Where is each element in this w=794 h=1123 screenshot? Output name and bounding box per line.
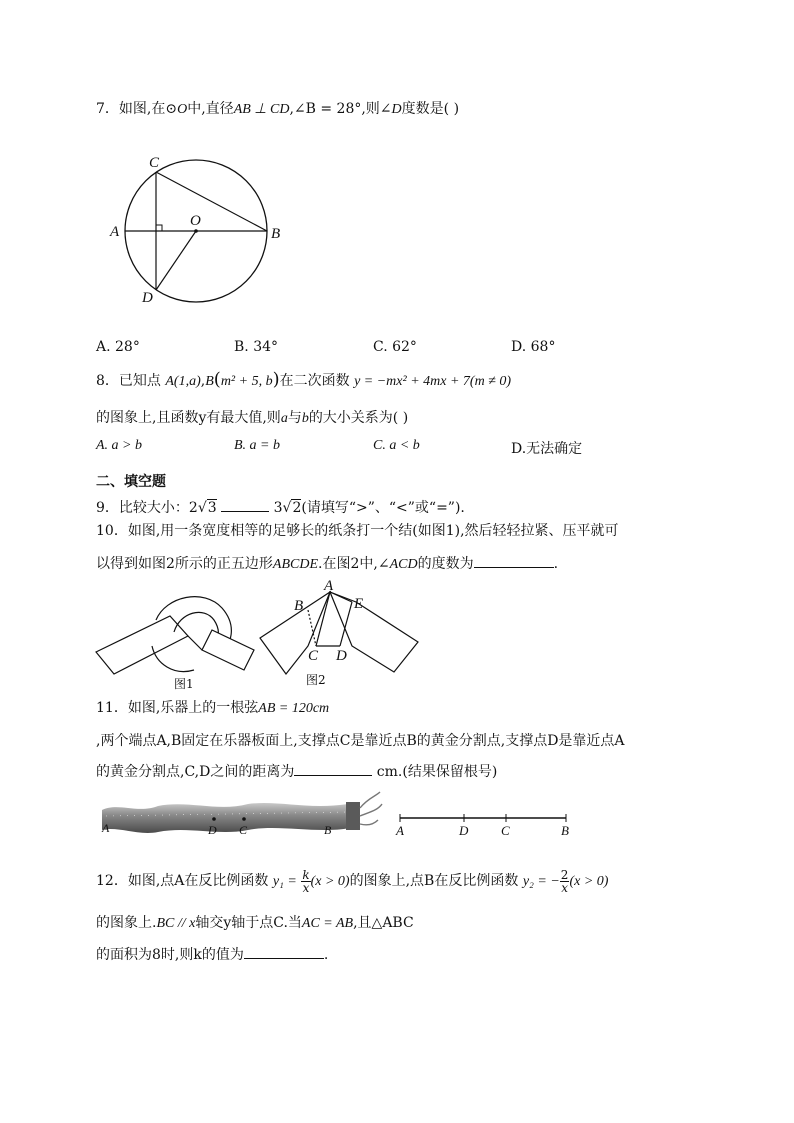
q7-circle-figure [100, 148, 300, 310]
q7-stem [96, 98, 459, 118]
q9-number: 9． [96, 500, 119, 516]
q12-stem-line1 [96, 862, 608, 900]
q10-number: 10． [96, 523, 128, 539]
q12-answer-blank[interactable] [244, 946, 324, 959]
q10-text: 的度数为 [417, 556, 474, 572]
q8-function: y = −mx² + 4mx + 7 [354, 374, 470, 389]
q12-stem-line2 [96, 912, 414, 932]
q7-center-o: O [177, 102, 188, 117]
q12-x: x [561, 880, 568, 895]
q11-instrument-image [98, 790, 384, 842]
q9-hint: (请填写“>”、“<”或“=”). [301, 500, 465, 516]
seg-label-c: C [501, 823, 510, 838]
center-dot [194, 229, 198, 233]
q10-stem-line2 [96, 553, 558, 573]
q9-left-coef: 2 [188, 500, 198, 516]
fig2-label-a: A [324, 580, 334, 594]
circle-symbol: ⊙ [165, 101, 178, 117]
q11-text: 如图,乐器上的一根弦 [127, 700, 259, 716]
q8-point-a: A(1,a) [165, 374, 201, 389]
instrument-body [102, 803, 350, 833]
q7-math: ,∠B = 28° [289, 101, 362, 117]
segment-cb [156, 172, 267, 231]
q8-option-b[interactable]: B. a = b [234, 438, 280, 453]
q10-period: . [553, 556, 559, 572]
q11-stem-line2: ,两个端点A,B固定在乐器板面上,支撑点C是靠近点B的黄金分割点,支撑点D是靠近点A [96, 733, 625, 749]
seg-label-d: D [459, 823, 469, 838]
img-label-a: A [102, 821, 110, 835]
q9-text: 比较大小： [118, 500, 189, 516]
q10-angle: ACD [389, 557, 418, 572]
q11-unit: cm [376, 764, 398, 780]
q8-stem-line2 [96, 407, 408, 427]
q8-text: 已知点 [118, 373, 161, 389]
edge-de [340, 602, 352, 646]
q8-text: 与 [287, 410, 302, 426]
section-title: 二、填空题 [96, 474, 166, 490]
label-b: B [271, 226, 281, 242]
q8-text: 的图象上,且函数y有最大值,则 [96, 410, 281, 426]
img-label-c: C [239, 823, 248, 837]
q12-number: 12． [96, 873, 128, 889]
q8-stem-line1: 8．已知点 A(1,a),B(m² + 5, b)在二次函数 y = −mx² + 4mx + 7(m ≠ 0) [96, 369, 512, 390]
q9-right-radicand: 2 [292, 500, 302, 516]
q12-condition: (x > 0) [569, 874, 609, 889]
label-d: D [142, 290, 153, 306]
q7-text: 如图,在 [118, 101, 166, 117]
knot-left-strip [96, 616, 188, 674]
q7-option-a[interactable]: A. 28° [96, 339, 140, 355]
q12-text: 如图,点A在反比例函数 [127, 873, 269, 889]
q9-left-radicand: 3 [207, 500, 217, 516]
q10-text: 如图,用一条宽度相等的足够长的纸条打一个结(如图1),然后轻轻拉紧、压平就可 [127, 523, 619, 539]
q12-condition: (x > 0) [310, 874, 350, 889]
q12-x: x [302, 880, 310, 895]
q11-text: 的黄金分割点,C,D之间的距离为 [96, 764, 295, 780]
q12-y1: y₁ = [272, 874, 297, 889]
q10-answer-blank[interactable] [474, 555, 554, 568]
q11-answer-blank[interactable] [294, 763, 372, 776]
q8-condition: (m ≠ 0) [469, 374, 512, 389]
knot-right-strip [202, 630, 254, 670]
q8-option-a[interactable]: A. a > b [96, 438, 142, 453]
q10-knot-figure1 [94, 584, 264, 692]
fig2-label-d: D [336, 648, 347, 664]
q12-stem-line3 [96, 944, 328, 964]
fig2-label-b: B [294, 598, 304, 614]
q8-sep: , [200, 373, 206, 389]
q7-option-c[interactable]: C. 62° [373, 339, 417, 355]
q10-text: 以得到如图2所示的正五边形 [96, 556, 273, 572]
q7-option-d[interactable]: D. 68° [511, 339, 556, 355]
q12-text: 的面积为8时,则k的值为 [96, 947, 244, 963]
q12-fraction-k-over-x [301, 869, 310, 894]
q12-y2: y₂ = − [522, 874, 560, 889]
point-c-dot [242, 817, 246, 821]
label-o: O [190, 213, 201, 229]
label-a: A [110, 224, 120, 240]
q7-math: AB ⊥ CD [233, 102, 290, 117]
fig2-label-c: C [308, 648, 319, 664]
q8-point-b-coords: m² + 5, b [220, 374, 273, 389]
img-label-d: D [208, 823, 217, 837]
q8-number: 8． [96, 373, 119, 389]
fig2-caption: 图2 [306, 673, 326, 687]
q11-number: 11． [96, 700, 128, 716]
q12-period: . [323, 947, 329, 963]
seg-label-a: A [396, 823, 404, 838]
q12-k: k [302, 867, 310, 882]
q9-right-coef: 3 [273, 500, 283, 516]
q12-text: ,且△ABC [353, 915, 414, 931]
q8-option-d[interactable]: D.无法确定 [511, 441, 583, 457]
q11-text: .(结果保留根号) [397, 764, 498, 780]
fig1-caption: 图1 [174, 677, 194, 691]
img-label-b: B [324, 823, 332, 837]
q8-option-c[interactable]: C. a < b [373, 438, 420, 453]
instrument-head [346, 802, 360, 830]
q10-stem-line1 [96, 520, 619, 540]
seg-label-b: B [561, 823, 569, 838]
q7-text: 度数是( ) [401, 101, 460, 117]
q12-text: 的图象上,点B在反比例函数 [349, 873, 519, 889]
label-c: C [149, 155, 160, 171]
q11-stem-line3 [96, 761, 497, 781]
q10-text: .在图2中,∠ [318, 556, 390, 572]
q12-math: BC // x [156, 916, 196, 931]
q9-stem: 9．比较大小：2√3 3√2(请填写“>”、“<”或“=”). [96, 500, 465, 516]
q12-math: AC = AB [301, 916, 354, 931]
q11-math: AB = 120cm [258, 701, 330, 716]
q9-answer-blank[interactable] [221, 499, 269, 512]
q12-two: 2 [560, 867, 569, 882]
q7-text: ,则∠ [361, 101, 392, 117]
q8-var-a: a [280, 411, 288, 426]
q8-point-b: B [205, 374, 214, 389]
q11-segment-diagram [392, 808, 578, 838]
q12-fraction-2-over-x [560, 869, 570, 894]
q7-text: 中,直径 [187, 101, 234, 117]
q10-pentagon-figure2 [258, 580, 420, 692]
q7-number: 7． [96, 101, 119, 117]
right-angle-mark [156, 225, 162, 231]
instrument-tassel [360, 792, 382, 825]
q11-stem-line1 [96, 697, 329, 717]
q10-pentagon-name: ABCDE [272, 557, 319, 572]
knot-fold-line [188, 636, 202, 650]
q8-text: 在二次函数 [279, 373, 350, 389]
fig2-label-e: E [354, 596, 364, 612]
point-d-dot [212, 817, 216, 821]
segment-do [156, 231, 196, 290]
q8-text: 的大小关系为( ) [308, 410, 409, 426]
q7-option-b[interactable]: B. 34° [234, 339, 279, 355]
q12-text: 轴交y轴于点C.当 [195, 915, 302, 931]
q8-var-b: b [301, 411, 309, 426]
q7-math: D [391, 102, 402, 117]
q12-text: 的图象上. [96, 915, 157, 931]
